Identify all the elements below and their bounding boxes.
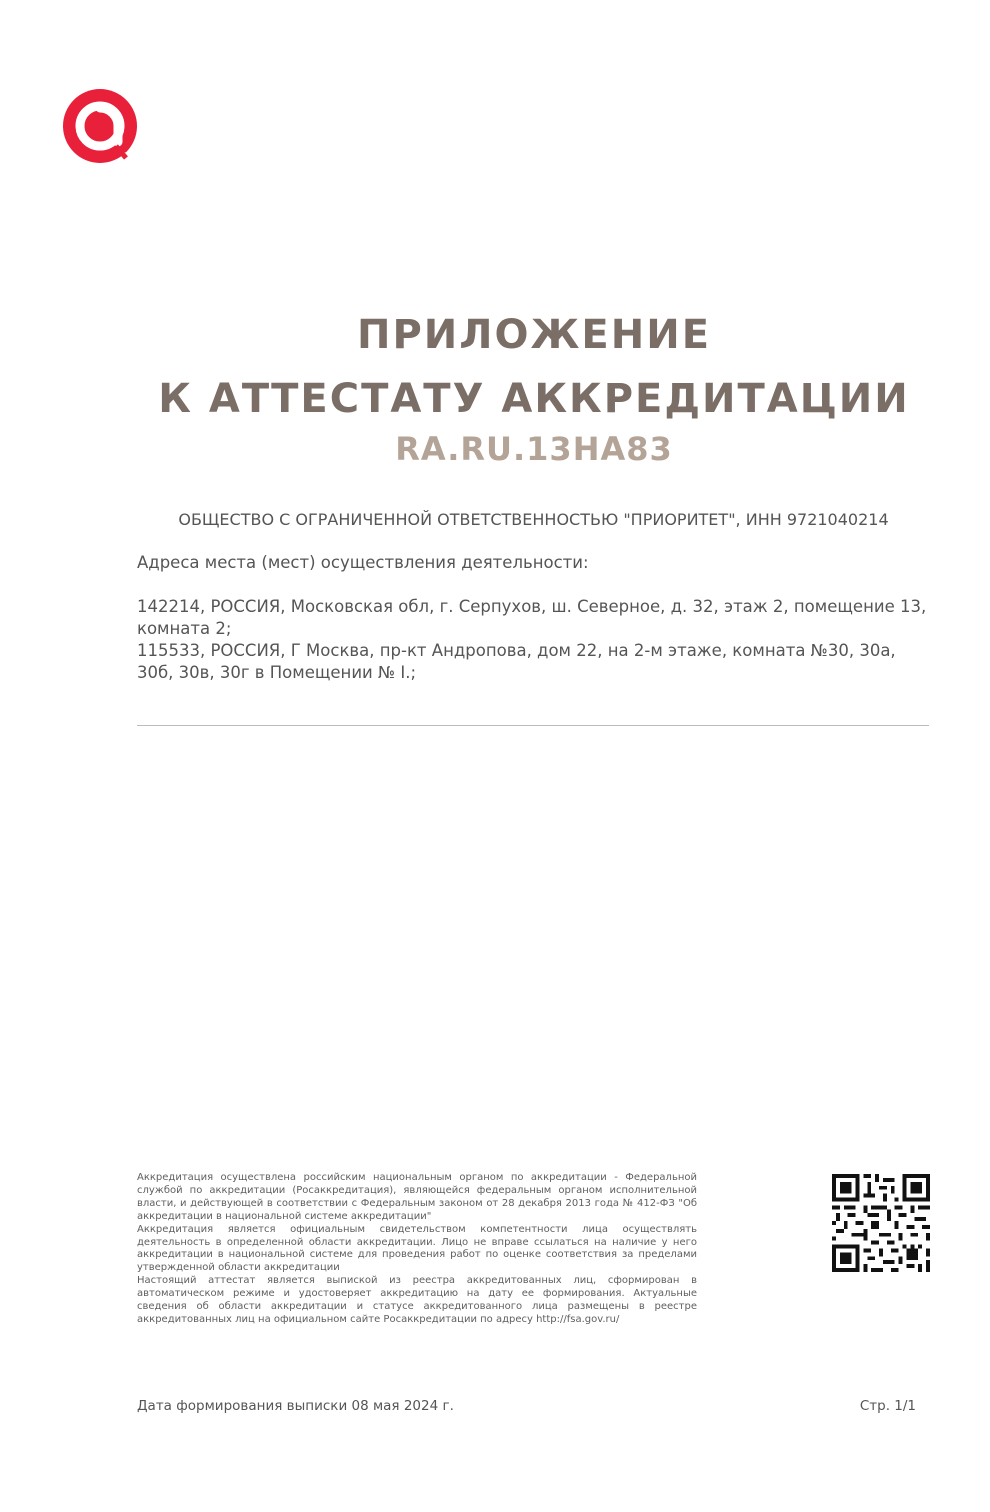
registration-number: RA.RU.13НА83 [395, 430, 673, 468]
footnote-paragraph: Аккредитация осуществлена российским национальным органом по аккредитации - Федеральной службой по аккредитации (Росаккредитация), являющейся федеральным органом исполнительной власти, и действующей в соответствии с Федеральным законом от 28 декабря 2013 года № 412-ФЗ "Об аккредитации в национальной системе аккредитации" [137, 1172, 697, 1222]
organization-name: ОБЩЕСТВО С ОГРАНИЧЕННОЙ ОТВЕТСТВЕННОСТЬЮ "ПРИОРИТЕТ", ИНН 9721040214 [178, 510, 889, 529]
title-line-1: ПРИЛОЖЕНИЕ [356, 312, 712, 358]
address-item: 115533, РОССИЯ, Г Москва, пр-кт Андропова, дом 22, на 2-м этаже, комната №30, 30а, 30б, 30в, 30г в Помещении № I.; [137, 641, 896, 682]
addresses-list [137, 596, 927, 684]
address-item: 142214, РОССИЯ, Московская обл, г. Серпухов, ш. Северное, д. 32, этаж 2, помещение 13, комната 2; [137, 597, 927, 638]
addresses-heading: Адреса места (мест) осуществления деятельности: [137, 553, 589, 572]
footnote-paragraph: Аккредитация является официальным свидетельством компетентности лица осуществлять деятельность в определенной области аккредитации. Лицо не вправе ссылаться на наличие у него аккредитации в национальной системе для проведения работ по оценке соответствия за пределами утвержденной области аккредитации [137, 1223, 697, 1274]
generation-date: Дата формирования выписки 08 мая 2024 г. [137, 1398, 454, 1414]
qr-code-icon [832, 1174, 930, 1272]
page-number: Стр. 1/1 [859, 1398, 916, 1414]
footnote-paragraph: Настоящий аттестат является выпиской из реестра аккредитованных лиц, сформирован в автоматическом режиме и удостоверяет аккредитацию на дату ее формирования. Актуальные сведения об области аккредитации и статусе аккредитованного лица размещены в реестре аккредитованных лиц на официальном сайте Росаккредитации по адресу http://fsa.gov.ru/ [137, 1275, 697, 1325]
accreditation-footnote [137, 1172, 697, 1327]
title-line-2: К АТТЕСТАТУ АККРЕДИТАЦИИ [158, 376, 910, 422]
section-divider [137, 725, 929, 726]
accreditation-logo-icon [60, 86, 140, 166]
